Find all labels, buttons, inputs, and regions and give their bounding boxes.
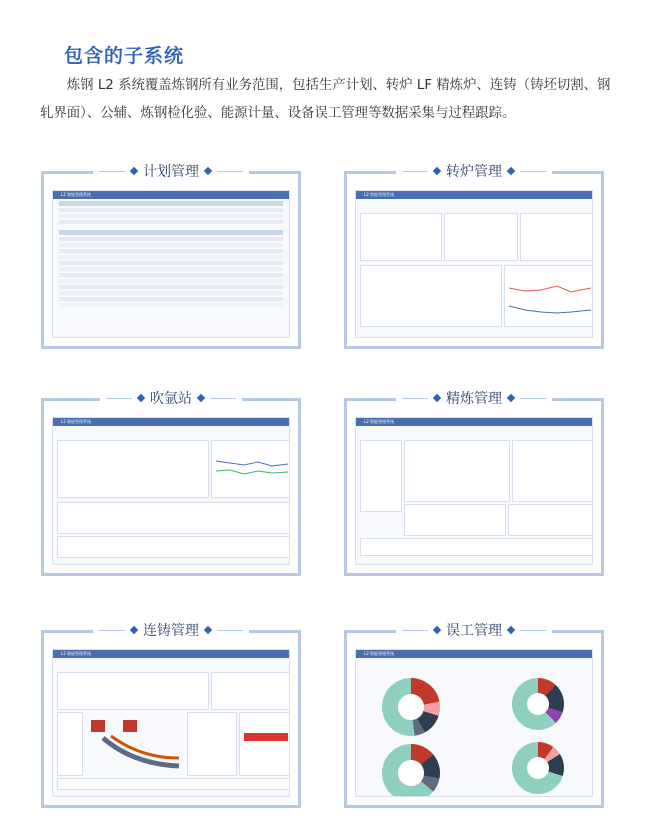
module-card-refining[interactable] [344,391,604,576]
diamond-icon [204,167,212,175]
downtime-donut [512,742,564,794]
module-card-downtime[interactable] [344,623,604,808]
card-title [93,161,249,181]
diamond-icon [197,394,205,402]
screenshot-title-bar: L2 智能管理系统 [356,650,592,658]
screenshot-title-bar: L2 智能管理系统 [53,418,289,426]
card-title-text: 连铸管理 [143,623,199,639]
module-screenshot [355,417,593,565]
trend-chart [505,266,593,326]
diamond-icon [507,626,515,634]
diamond-icon [433,167,441,175]
card-title [396,620,552,640]
diamond-icon [433,394,441,402]
screenshot-title-bar: L2 智能管理系统 [53,650,289,658]
card-title-text: 精炼管理 [446,391,502,407]
downtime-donut [382,678,440,736]
diamond-icon [433,626,441,634]
card-title-text: 转炉管理 [446,164,502,180]
module-card-casting[interactable] [41,623,301,808]
card-title-text: 计划管理 [143,164,199,180]
screenshot-title-bar: L2 智能管理系统 [356,418,592,426]
card-title-text: 吹氩站 [150,391,192,407]
card-title [100,388,242,408]
intro-paragraph: 炼钢 L2 系统覆盖炼钢所有业务范围，包括生产计划、转炉 LF 精炼炉、连铸（铸坯切割、钢轧界面）、公辅、炼钢检化验、能源计量、设备误工管理等数据采集与过程跟踪。 [40,78,611,121]
card-title [396,388,552,408]
module-screenshot [355,649,593,797]
diamond-icon [507,394,515,402]
diamond-icon [507,167,515,175]
section-heading: 包含的子系统 [64,45,185,67]
module-screenshot [355,190,593,338]
card-title [93,620,249,640]
diamond-icon [130,626,138,634]
trend-chart [212,441,290,497]
module-screenshot [52,417,290,565]
card-title [396,161,552,181]
diamond-icon [137,394,145,402]
module-screenshot [52,649,290,797]
card-title-text: 误工管理 [446,623,502,639]
downtime-donut [512,678,564,730]
module-card-plan[interactable] [41,164,301,349]
module-card-converter[interactable] [344,164,604,349]
module-card-argon[interactable] [41,391,301,576]
screenshot-title-bar: L2 智能管理系统 [356,191,592,199]
diamond-icon [130,167,138,175]
caster-illustration [83,714,183,774]
screenshot-title-bar: L2 智能管理系统 [53,191,289,199]
module-screenshot [52,190,290,338]
diamond-icon [204,626,212,634]
downtime-donut [382,744,440,797]
